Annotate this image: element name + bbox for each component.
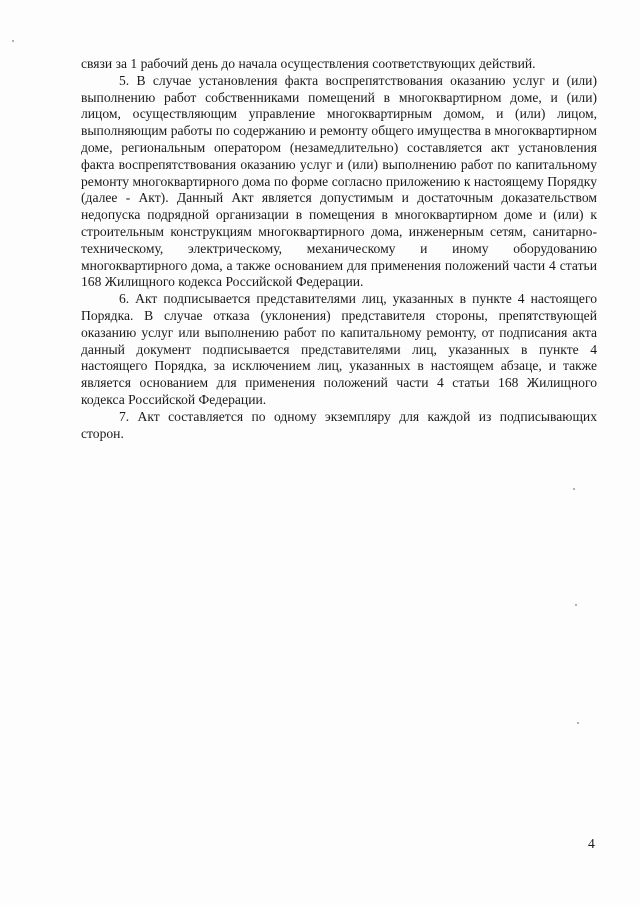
scan-speck: [575, 604, 577, 606]
scan-speck: [12, 40, 14, 42]
paragraph-7: 7. Акт составляется по одному экземпляру для каждой из подписывающих сторон.: [81, 408, 597, 441]
scan-speck: [573, 488, 575, 490]
page-number: 4: [588, 836, 595, 851]
paragraph-continuation: связи за 1 рабочий день до начала осуществления соответствующих действий.: [81, 56, 536, 71]
scan-speck: [577, 722, 579, 724]
paragraph-5: 5. В случае установления факта воспрепятствования оказанию услуг и (или) выполнению работ собственниками помещений в многоквартирном доме, и (или) лицом, осуществляющим управление многоквартирным домом, и (или) лицом, выполняющим работы по содержанию и ремонту общего имущества в многоквартирном доме, региональным оператором (незамедлительно) составляется акт установления факта воспрепятствования оказанию услуг и (или) выполнению работ по капитальному ремонту многоквартирного дома по форме согласно приложению к настоящему Порядку (далее - Акт). Данный Акт является допустимым и достаточным доказательством недопуска подрядной организации в помещения в многоквартирном доме и (или) к строительным конструкциям многоквартирного дома, инженерным сетям, санитарно-техническому, электрическому, механическому и иному оборудованию многоквартирного дома, а также основанием для применения положений части 4 статьи 168 Жилищного кодекса Российской Федерации.: [81, 72, 597, 290]
document-body: [81, 56, 597, 442]
paragraph-6: 6. Акт подписывается представителями лиц, указанных в пункте 4 настоящего Порядка. В случае отказа (уклонения) представителя стороны, препятствующей оказанию услуг или выполнению работ по капитальному ремонту, от подписания акта данный документ подписывается представителями лиц, указанных в пункте 4 настоящего Порядка, за исключением лиц, указанных в настоящем абзаце, и также является основанием для применения положений части 4 статьи 168 Жилищного кодекса Российской Федерации.: [81, 291, 597, 407]
